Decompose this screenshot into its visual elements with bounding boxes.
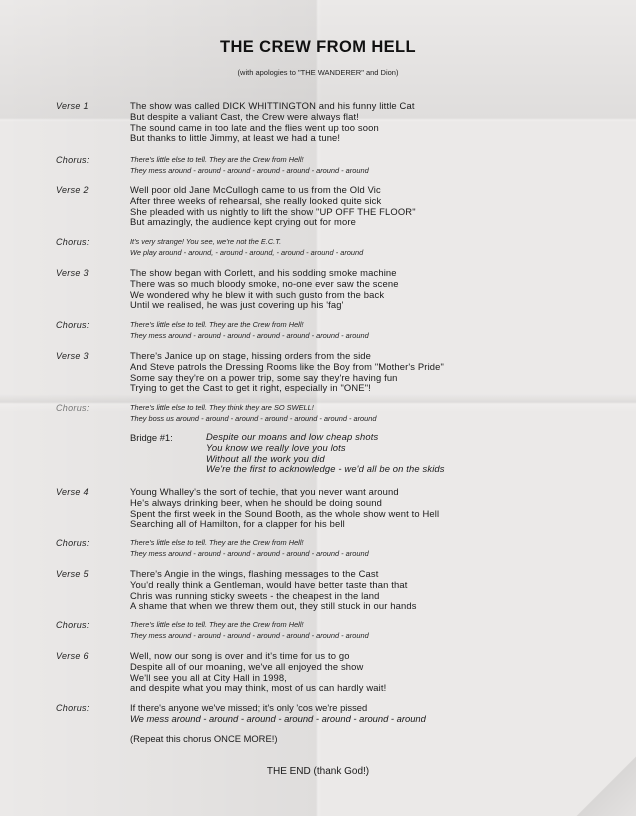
- bridge-label: Bridge #1:: [130, 432, 173, 443]
- verse-line: Some say they're on a power trip, some say they're having fun: [130, 371, 398, 383]
- verse-line: We'll see you all at City Hall in 1998,: [130, 671, 288, 683]
- bridge-line: Despite our moans and low cheap shots: [206, 431, 379, 442]
- verse-label: Verse 1: [56, 101, 89, 111]
- chorus-line: They mess around - around - around - around - around - around - around: [130, 630, 369, 640]
- verse-line: There was so much bloody smoke, no-one ever saw the scene: [130, 277, 399, 289]
- verse-line: The sound came in too late and the flies went up too soon: [130, 121, 379, 133]
- the-end: THE END (thank God!): [266, 766, 370, 777]
- chorus-lines: [130, 538, 620, 560]
- verse-line: Despite all of our moaning, we've all enjoyed the show: [130, 660, 364, 672]
- verse-line: Chris was running sticky sweets - the cheapest in the land: [130, 589, 380, 601]
- verse-lines: [130, 569, 620, 612]
- repeat-note: (Repeat this chorus ONCE MORE!): [130, 733, 278, 744]
- verse-line: He's always drinking beer, when he should be doing sound: [130, 496, 383, 508]
- verse-lines: [130, 185, 620, 228]
- verse-line: But despite a valiant Cast, the Crew were always flat!: [130, 110, 360, 122]
- verse-label: Verse 3: [56, 351, 89, 361]
- chorus-line: They mess around - around - around - around - around - around - around: [130, 165, 369, 175]
- chorus-line: We mess around - around - around - around - around - around - around: [130, 712, 426, 724]
- chorus-label: Chorus:: [56, 155, 90, 165]
- bridge-lines: [206, 432, 606, 475]
- verse-lines: [130, 651, 620, 694]
- chorus-label: Chorus:: [56, 237, 90, 247]
- chorus-label: Chorus:: [56, 620, 90, 630]
- verse-line: Spent the first week in the Sound Booth, as the whole show went to Hell: [130, 507, 440, 519]
- verse-label: Verse 5: [56, 569, 89, 579]
- verse-line: After three weeks of rehearsal, she really looked quite sick: [130, 194, 382, 206]
- verse-line: You'd really think a Gentleman, would have better taste than that: [130, 578, 408, 590]
- chorus-line: There's little else to tell. They are the Crew from Hell!: [130, 620, 304, 629]
- verse-line: Until we realised, he was just covering up his 'fag': [130, 299, 344, 311]
- verse-line: But thanks to little Jimmy, at least we had a tune!: [130, 132, 341, 144]
- chorus-lines: [130, 237, 620, 259]
- chorus-line: If there's anyone we've missed; it's only 'cos we're pissed: [130, 702, 368, 713]
- verse-line: Well, now our song is over and it's time for us to go: [130, 650, 350, 661]
- final-chorus-lines: [130, 703, 620, 725]
- verse-line: Young Whalley's the sort of techie, that you never want around: [130, 486, 399, 497]
- chorus-line: There's little else to tell. They think they are SO SWELL!: [130, 403, 314, 412]
- chorus-lines: [130, 620, 620, 642]
- chorus-line: There's little else to tell. They are the Crew from Hell!: [130, 538, 304, 547]
- chorus-line: They boss us around - around - around - around - around - around - around: [130, 413, 377, 423]
- chorus-label: Chorus:: [56, 538, 90, 548]
- chorus-line: We play around - around, - around - around, - around - around - around: [130, 247, 364, 257]
- folded-corner: [576, 756, 636, 816]
- chorus-lines: [130, 403, 620, 425]
- chorus-label: Chorus:: [56, 320, 90, 330]
- verse-line: And Steve patrols the Dressing Rooms like the Boy from "Mother's Pride": [130, 360, 445, 372]
- verse-line: Well poor old Jane McCullogh came to us from the Old Vic: [130, 184, 381, 195]
- page-title: THE CREW FROM HELL: [219, 38, 416, 56]
- chorus-line: It's very strange! You see, we're not the E.C.T.: [130, 237, 282, 246]
- verse-label: Verse 4: [56, 487, 89, 497]
- verse-lines: [130, 351, 620, 394]
- verse-line: The show was called DICK WHITTINGTON and his funny little Cat: [130, 100, 415, 111]
- chorus-label: Chorus:: [56, 703, 90, 713]
- verse-label: Verse 2: [56, 185, 89, 195]
- verse-line: and despite what you may think, most of us can hardly wait!: [130, 682, 387, 694]
- verse-lines: [130, 268, 620, 311]
- chorus-lines: [130, 320, 620, 342]
- verse-lines: [130, 101, 620, 144]
- verse-line: A shame that when we threw them out, they still stuck in our hands: [130, 600, 417, 612]
- verse-line: But amazingly, the audience kept crying out for more: [130, 216, 356, 228]
- chorus-line: There's little else to tell. They are the Crew from Hell!: [130, 155, 304, 164]
- chorus-label: Chorus:: [56, 403, 90, 413]
- bridge-line: Without all the work you did: [206, 452, 325, 464]
- chorus-line: They mess around - around - around - around - around - around - around: [130, 330, 369, 340]
- verse-line: There's Janice up on stage, hissing orders from the side: [130, 350, 372, 361]
- verse-lines: [130, 487, 620, 530]
- bridge-line: We're the first to acknowledge - we'd all be on the skids: [206, 463, 445, 475]
- verse-line: The show began with Corlett, and his sodding smoke machine: [130, 267, 397, 278]
- page-subtitle: (with apologies to "THE WANDERER" and Dion): [237, 68, 399, 77]
- verse-line: There's Angie in the wings, flashing messages to the Cast: [130, 568, 379, 579]
- chorus-line: They mess around - around - around - around - around - around - around: [130, 548, 369, 558]
- verse-line: Searching all of Hamilton, for a clapper for his bell: [130, 518, 345, 530]
- bridge-line: You know we really love you lots: [206, 441, 346, 453]
- verse-line: She pleaded with us nightly to lift the show "UP OFF THE FLOOR": [130, 205, 416, 217]
- verse-label: Verse 6: [56, 651, 89, 661]
- verse-line: Trying to get the Cast to get it right, especially in "ONE"!: [130, 382, 371, 394]
- chorus-lines: [130, 155, 620, 177]
- verse-label: Verse 3: [56, 268, 89, 278]
- verse-line: We wondered why he blew it with such gusto from the back: [130, 288, 385, 300]
- chorus-line: There's little else to tell. They are the Crew from Hell!: [130, 320, 304, 329]
